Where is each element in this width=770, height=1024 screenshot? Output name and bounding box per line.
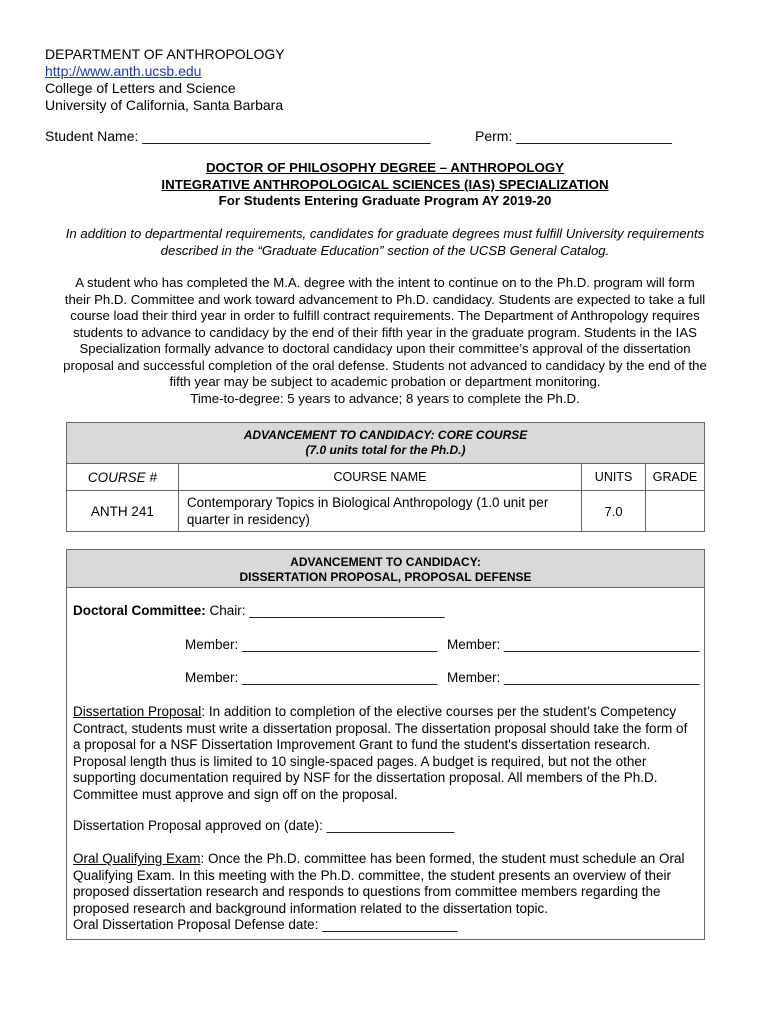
member-row-1-right xyxy=(447,637,699,654)
document-titles xyxy=(0,160,770,210)
dissertation-proposal-text: : In addition to completion of the elective courses per the student’s Competency Contract, students must write a dissertation proposal. The dissertation proposal should take the form of a proposal for a NSF Dissertation Improvement Grant to fund the student's dissertation research. Proposal length thus is limited to 10 single-spaced pages. A budget is required, but not the other supporting documentation required by NSF for the dissertation proposal. All members of the Ph.D. Committee must approve and sign off on the proposal. xyxy=(73,704,688,802)
column-header-course-number: COURSE # xyxy=(67,464,179,491)
paragraph-line: students to advance to candidacy by the end of their fifth year in the graduate program. Students in the IAS xyxy=(73,324,697,340)
column-header-course-name: COURSE NAME xyxy=(178,464,581,491)
core-course-table-header xyxy=(67,423,705,464)
member-row-2-right xyxy=(447,670,699,687)
units-cell: 7.0 xyxy=(582,491,646,532)
proposal-approved-label: Dissertation Proposal approved on (date): xyxy=(73,818,323,833)
core-course-title: ADVANCEMENT TO CANDIDACY: CORE COURSE xyxy=(243,428,528,442)
perm-label: Perm: xyxy=(475,128,513,144)
paragraph-line: course load their third year in order to fulfill contract requirements. The Department of Anthropology requires xyxy=(70,308,700,323)
core-course-table xyxy=(66,422,705,532)
paragraph-line: A student who has completed the M.A. degree with the intent to continue on to the Ph.D. program will form xyxy=(75,275,695,290)
oral-qualifying-exam-text: : Once the Ph.D. committee has been formed, the student must schedule an Oral Qualifying Exam. In this meeting with the Ph.D. committee, the student presents an overview of their proposed dissertation research and responds to questions from committee members regarding the proposed research and background information related to the dissertation topic. xyxy=(73,851,685,916)
table-column-headers xyxy=(67,464,705,491)
department-url-link[interactable]: http://www.anth.ucsb.edu xyxy=(45,63,202,79)
oral-defense-date-row xyxy=(73,917,698,934)
member-field[interactable]: __________________________ xyxy=(504,637,700,652)
student-name-label: Student Name: xyxy=(45,128,139,144)
dissertation-proposal-header xyxy=(67,550,704,588)
paragraph-line: proposal and successful completion of the oral defense. Students not advanced to candidacy by the end of the xyxy=(63,357,707,373)
oral-qualifying-exam-section xyxy=(73,851,698,934)
proposal-approved-row xyxy=(73,818,454,835)
member-row-1-left xyxy=(185,637,437,654)
paragraph-line: fifth year may be subject to academic probation or department monitoring. xyxy=(169,374,601,389)
department-name: DEPARTMENT OF ANTHROPOLOGY xyxy=(45,46,285,62)
doctoral-committee-label: Doctoral Committee: xyxy=(73,603,206,618)
column-header-units: UNITS xyxy=(582,464,646,491)
paragraph-line: Specialization formally advance to doctoral candidacy upon their committee’s approval of the dissertation xyxy=(79,341,691,356)
university-name: University of California, Santa Barbara xyxy=(45,97,284,113)
course-name-cell: Contemporary Topics in Biological Anthropology (1.0 unit per quarter in residency) xyxy=(178,491,581,532)
student-info-line xyxy=(45,128,725,144)
member-label: Member: xyxy=(185,637,239,652)
member-field[interactable]: __________________________ xyxy=(242,637,438,652)
member-label: Member: xyxy=(447,670,501,685)
proposal-box-subtitle: DISSERTATION PROPOSAL, PROPOSAL DEFENSE xyxy=(239,570,532,584)
dissertation-proposal-section xyxy=(73,704,698,803)
course-number-cell: ANTH 241 xyxy=(67,491,179,532)
perm-field[interactable]: ____________________ xyxy=(516,128,672,144)
member-field[interactable]: __________________________ xyxy=(504,670,700,685)
department-header xyxy=(45,46,285,114)
column-header-grade: GRADE xyxy=(646,464,705,491)
grade-cell[interactable] xyxy=(646,491,705,532)
oral-defense-date-field[interactable]: __________________ xyxy=(322,917,458,932)
student-name-field[interactable]: _____________________________________ xyxy=(142,128,431,144)
perm-group xyxy=(475,128,672,144)
dissertation-proposal-box xyxy=(66,549,705,940)
specialization-title: INTEGRATIVE ANTHROPOLOGICAL SCIENCES (IAS) SPECIALIZATION xyxy=(161,176,609,192)
chair-label: Chair: xyxy=(209,603,246,618)
core-course-subtitle: (7.0 units total for the Ph.D.) xyxy=(305,443,466,457)
university-requirements-note: In addition to departmental requirements, candidates for graduate degrees must fulfill University requirements described in the “Graduate Education” section of the UCSB General Catalog. xyxy=(65,226,705,258)
proposal-approved-date-field[interactable]: _________________ xyxy=(326,818,455,833)
paragraph-line: their Ph.D. Committee and work toward advancement to Ph.D. candidacy. Students are expected to take a full xyxy=(64,291,706,307)
advancement-paragraph xyxy=(38,275,732,407)
oral-defense-date-label: Oral Dissertation Proposal Defense date: xyxy=(73,917,319,932)
degree-title: DOCTOR OF PHILOSOPHY DEGREE – ANTHROPOLOGY xyxy=(205,160,565,175)
paragraph-line: Time-to-degree: 5 years to advance; 8 years to complete the Ph.D. xyxy=(190,390,580,406)
college-name: College of Letters and Science xyxy=(45,80,236,96)
table-row xyxy=(67,491,705,532)
proposal-box-title: ADVANCEMENT TO CANDIDACY: xyxy=(290,555,481,569)
dissertation-proposal-heading: Dissertation Proposal xyxy=(73,704,202,719)
member-field[interactable]: __________________________ xyxy=(242,670,438,685)
member-row-2-left xyxy=(185,670,437,687)
member-label: Member: xyxy=(447,637,501,652)
chair-field[interactable]: __________________________ xyxy=(249,603,445,618)
doctoral-committee-row xyxy=(73,603,445,620)
member-label: Member: xyxy=(185,670,239,685)
oral-qualifying-exam-heading: Oral Qualifying Exam xyxy=(73,851,201,866)
cohort-subtitle: For Students Entering Graduate Program AY 2019-20 xyxy=(218,193,552,208)
